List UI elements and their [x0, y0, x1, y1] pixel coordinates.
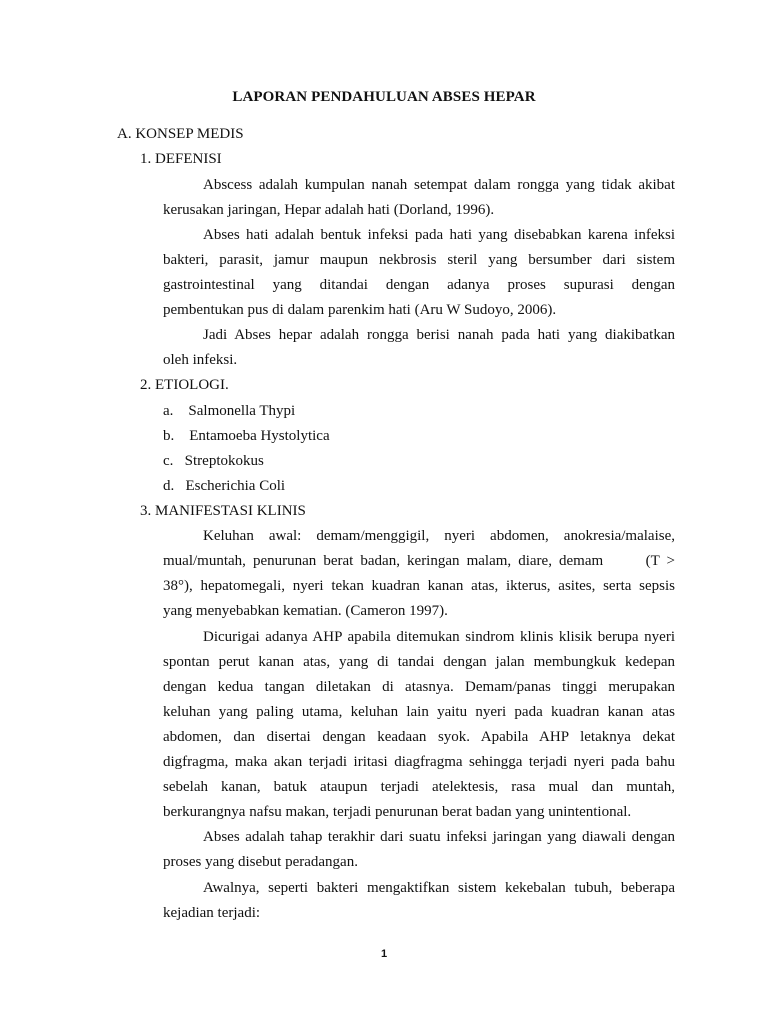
paragraph-line: keluhan yang paling utama, keluhan lain yaitu nyeri pada kuadran kanan atas: [163, 704, 675, 720]
subheading-defenisi: 1. DEFENISI: [140, 151, 222, 167]
paragraph-line: Abses adalah tahap terakhir dari suatu infeksi jaringan yang diawali dengan: [203, 829, 675, 845]
list-item: a. Salmonella Thypi: [163, 403, 296, 419]
list-item: d. Escherichia Coli: [163, 478, 286, 494]
list-item: c. Streptokokus: [163, 453, 264, 469]
paragraph-line: sebelah kanan, batuk ataupun terjadi atelektesis, rasa mual dan muntah,: [163, 779, 675, 795]
document-title: LAPORAN PENDAHULUAN ABSES HEPAR: [232, 89, 536, 105]
paragraph-line: berkurangnya nafsu makan, terjadi penurunan berat badan yang unintentional.: [163, 804, 632, 820]
subheading-manifestasi-klinis: 3. MANIFESTASI KLINIS: [140, 503, 306, 519]
paragraph-line: kejadian terjadi:: [163, 905, 261, 921]
paragraph-line: pembentukan pus di dalam parenkim hati (Aru W Sudoyo, 2006).: [163, 302, 557, 318]
paragraph-line: oleh infeksi.: [163, 352, 238, 368]
section-heading-konsep-medis: A. KONSEP MEDIS: [117, 126, 244, 142]
subheading-etiologi: 2. ETIOLOGI.: [140, 377, 229, 393]
paragraph-line: Dicurigai adanya AHP apabila ditemukan sindrom klinis klisik berupa nyeri: [203, 629, 675, 645]
paragraph-line: gastrointestinal yang ditandai dengan adanya proses supurasi dengan: [163, 277, 675, 293]
list-item: b. Entamoeba Hystolytica: [163, 428, 330, 444]
paragraph-line: dengan kedua tangan diletakan di atasnya. Demam/panas tinggi merupakan: [163, 679, 675, 695]
paragraph-line: yang menyebabkan kematian. (Cameron 1997).: [163, 603, 448, 619]
paragraph-line: mual/muntah, penurunan berat badan, keringan malam, diare, demam (T >: [163, 553, 675, 569]
paragraph-line: Awalnya, seperti bakteri mengaktifkan sistem kekebalan tubuh, beberapa: [203, 880, 675, 896]
paragraph-line: bakteri, parasit, jamur maupun nekbrosis steril yang bersumber dari sistem: [163, 252, 675, 268]
paragraph-line: Keluhan awal: demam/menggigil, nyeri abdomen, anokresia/malaise,: [203, 528, 675, 544]
paragraph-line: kerusakan jaringan, Hepar adalah hati (Dorland, 1996).: [163, 202, 495, 218]
paragraph-line: spontan perut kanan atas, yang di tandai dengan jalan membungkuk kedepan: [163, 654, 675, 670]
paragraph-line: 38°), hepatomegali, nyeri tekan kuadran kanan atas, ikterus, asites, serta sepsis: [163, 578, 675, 594]
paragraph-line: proses yang disebut peradangan.: [163, 854, 358, 870]
paragraph-line: Abses hati adalah bentuk infeksi pada hati yang disebabkan karena infeksi: [203, 227, 675, 243]
paragraph-line: abdomen, dan disertai dengan keadaan syok. Apabila AHP letaknya dekat: [163, 729, 675, 745]
page-number: 1: [380, 948, 388, 960]
paragraph-line: Jadi Abses hepar adalah rongga berisi nanah pada hati yang diakibatkan: [203, 327, 675, 343]
paragraph-line: Abscess adalah kumpulan nanah setempat dalam rongga yang tidak akibat: [203, 177, 675, 193]
paragraph-line: digfragma, maka akan terjadi iritasi diagfragma sehingga terjadi nyeri pada bahu: [163, 754, 675, 770]
